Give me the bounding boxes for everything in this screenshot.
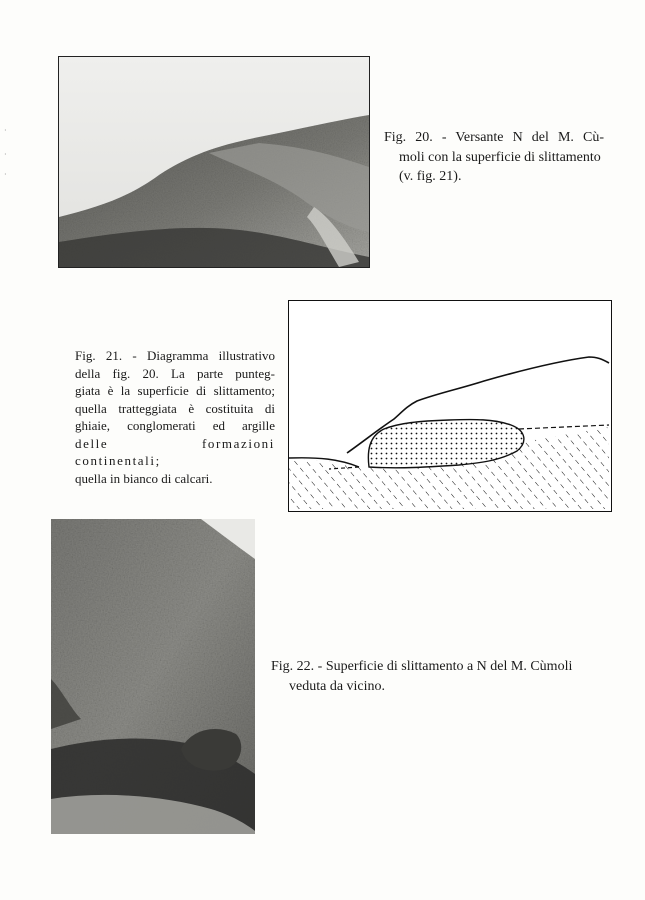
fig21-section-drawing: [289, 301, 611, 511]
caption-line: ghiaie, conglomerati ed argille: [75, 418, 275, 434]
caption-line: delle formazioni continentali;: [75, 435, 275, 469]
caption-line: quella in bianco di calcari.: [75, 470, 213, 486]
caption-line: Fig. 20. - Versante N del M. Cù-: [384, 130, 604, 145]
formation-top-dashed: [519, 425, 609, 429]
margin-mark: ·: [4, 150, 7, 159]
caption-line: Fig. 21. - Diagramma illustrativo: [75, 348, 275, 363]
margin-mark: ·: [4, 126, 7, 135]
fig22-caption: [271, 657, 611, 698]
fig21-caption: [75, 347, 275, 487]
caption-line: Fig. 22. - Superficie di slittamento a N del M. Cùmoli: [271, 659, 573, 674]
caption-line: giata è la superficie di slittamento;: [75, 383, 275, 399]
caption-line: moli con la superficie di slittamento: [399, 149, 601, 165]
fig21-diagram: [288, 300, 612, 512]
fig20-photograph: [58, 56, 370, 268]
fig20-landscape-image: [59, 57, 369, 267]
caption-line: della fig. 20. La parte punteg-: [75, 365, 275, 381]
fig22-photograph: [51, 519, 255, 834]
fig22-closeup-image: [51, 519, 255, 834]
margin-mark: ·: [4, 170, 7, 179]
fig20-caption: [384, 128, 604, 187]
caption-line: (v. fig. 21).: [399, 169, 462, 185]
caption-line: veduta da vicino.: [289, 679, 386, 695]
caption-line: quella tratteggiata è costituita di: [75, 400, 275, 416]
